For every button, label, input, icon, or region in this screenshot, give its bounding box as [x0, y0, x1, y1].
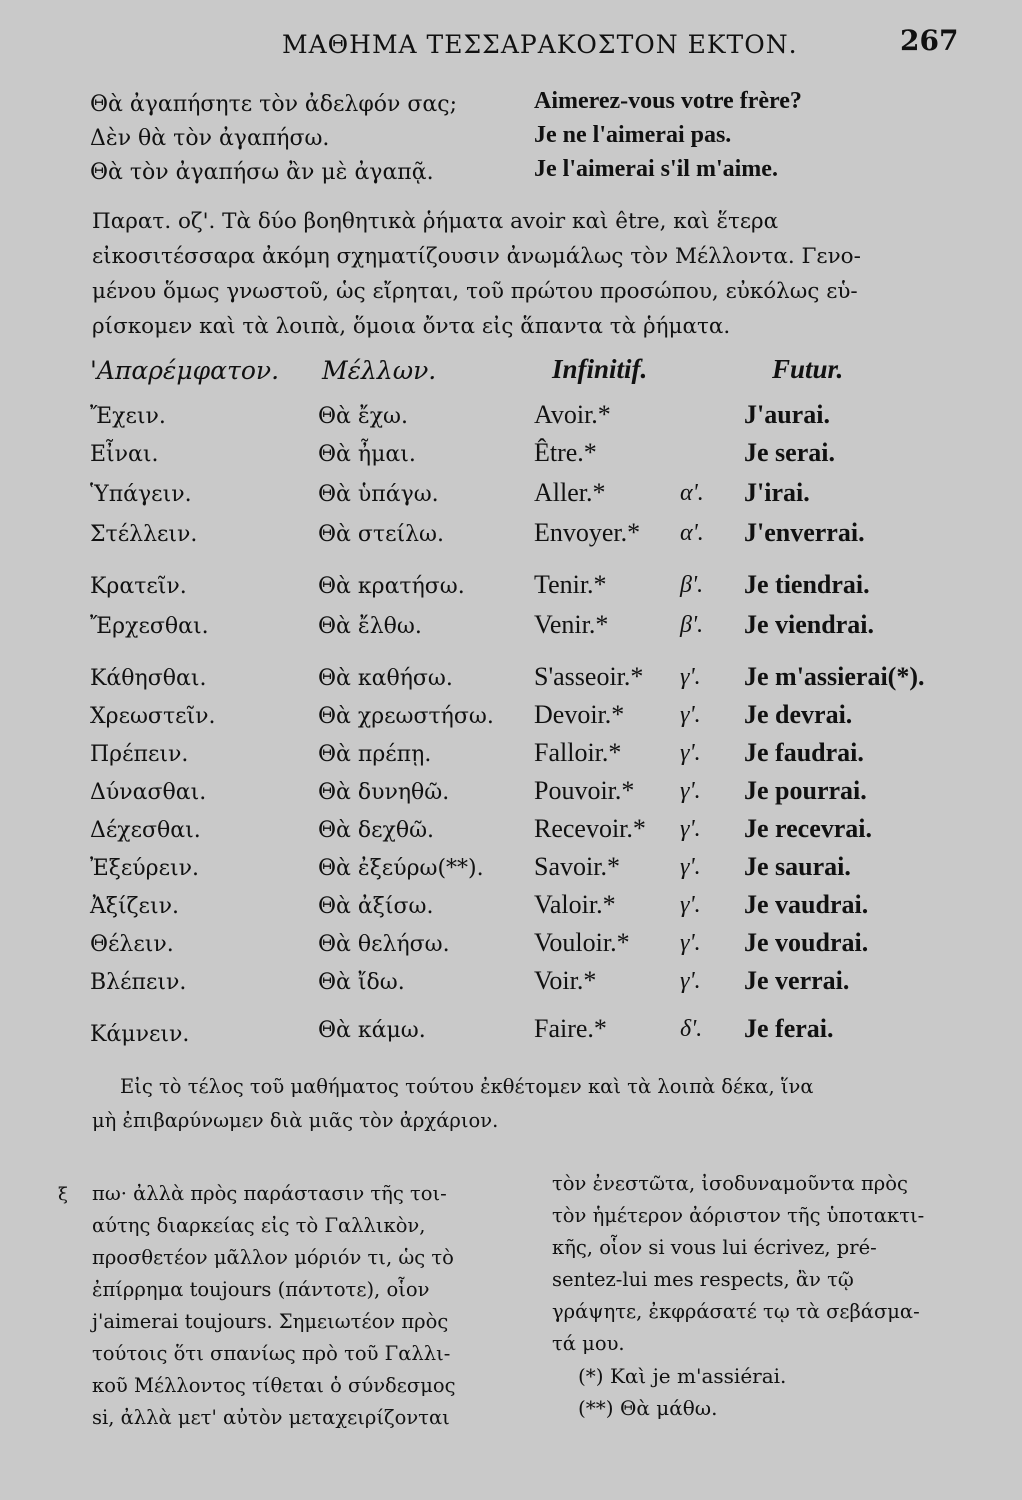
footnote-left-line-5: j'aimerai toujours. Σημειωτέον πρὸς [92, 1310, 449, 1333]
fr-inf-12: Valoir.* [534, 890, 616, 919]
fr-inf-15: Faire.* [534, 1014, 607, 1043]
fr-fut-9: Je pourrai. [744, 776, 867, 805]
footnote-left-line-1: πω· ἀλλὰ πρὸς παράστασιν τῆς τοι- [92, 1182, 447, 1205]
conj-class-6: γ'. [680, 664, 701, 690]
fr-fut-2: J'irai. [744, 478, 810, 507]
gr-inf-7: Χρεωστεῖν. [90, 704, 216, 729]
conj-class-8: γ'. [680, 740, 701, 766]
header-greek-infinitive: 'Απαρέμφατον. [90, 356, 280, 385]
page-number: 267 [900, 24, 959, 57]
gr-inf-14: Βλέπειν. [90, 970, 187, 995]
remark-line-3: μένου ὅμως γνωστοῦ, ὡς εἴρηται, τοῦ πρώτου προσώπου, εὐκόλως εὑ- [92, 279, 858, 304]
dialogue-greek-1: Θὰ ἀγαπήσητε τὸν ἀδελφόν σας; [90, 92, 457, 117]
fr-inf-9: Pouvoir.* [534, 776, 635, 805]
fr-fut-5: Je viendrai. [744, 610, 874, 639]
gr-inf-4: Κρατεῖν. [90, 574, 187, 599]
fr-inf-0: Avoir.* [534, 400, 611, 429]
gr-inf-5: Ἔρχεσθαι. [90, 614, 209, 639]
fr-inf-3: Envoyer.* [534, 518, 641, 547]
gr-fut-2: Θὰ ὑπάγω. [318, 482, 439, 507]
fr-inf-10: Recevoir.* [534, 814, 646, 843]
gr-inf-2: Ὑπάγειν. [90, 482, 192, 507]
fr-inf-11: Savoir.* [534, 852, 620, 881]
footnote-right-line-6: τά μου. [552, 1332, 625, 1355]
fr-fut-6: Je m'assierai(*). [744, 662, 925, 691]
gr-fut-11: Θὰ ἐξεύρω(**). [318, 856, 484, 881]
fr-fut-4: Je tiendrai. [744, 570, 870, 599]
gr-inf-8: Πρέπειν. [90, 742, 189, 767]
conj-class-14: γ'. [680, 968, 701, 994]
remark-line-1: Παρατ. οζ'. Τὰ δύο βοηθητικὰ ῥήματα avoir καὶ être, καὶ ἕτερα [92, 209, 779, 234]
conj-class-2: α'. [680, 480, 704, 506]
footnote-right-line-3: κῆς, οἷον si vous lui écrivez, pré- [552, 1236, 877, 1259]
dialogue-french-2: Je ne l'aimerai pas. [534, 122, 732, 148]
remark-line-2: εἰκοσιτέσσαρα ἀκόμη σχηματίζουσιν ἀνωμάλως τὸν Μέλλοντα. Γενο- [92, 244, 861, 269]
footnote-left-line-2: αύτης διαρκείας εἰς τὸ Γαλλικὸν, [92, 1214, 426, 1237]
footnote-right-line-5: γράψητε, ἐκφράσατέ τῳ τὰ σεβάσμα- [552, 1300, 920, 1323]
fr-fut-8: Je faudrai. [744, 738, 864, 767]
footnote-left-line-8: si, ἀλλὰ μετ' αὐτὸν μεταχειρίζονται [92, 1406, 450, 1429]
gr-fut-14: Θὰ ἴδω. [318, 970, 405, 995]
fr-fut-7: Je devrai. [744, 700, 853, 729]
header-futur: Futur. [772, 354, 844, 384]
gr-fut-0: Θὰ ἔχω. [318, 404, 408, 429]
fr-inf-7: Devoir.* [534, 700, 625, 729]
header-infinitif: Infinitif. [552, 354, 648, 384]
fr-fut-11: Je saurai. [744, 852, 851, 881]
gr-inf-3: Στέλλειν. [90, 522, 198, 547]
gr-inf-11: Ἐξεύρειν. [90, 856, 199, 881]
gr-inf-0: Ἔχειν. [90, 404, 166, 429]
footnote-right-line-1: τὸν ἐνεστῶτα, ἰσοδυναμοῦντα πρὸς [552, 1172, 908, 1195]
gr-fut-4: Θὰ κρατήσω. [318, 574, 465, 599]
gr-fut-1: Θὰ ἦμαι. [318, 442, 416, 467]
fr-inf-14: Voir.* [534, 966, 597, 995]
gr-inf-6: Κάθησθαι. [90, 666, 207, 691]
conj-class-12: γ'. [680, 892, 701, 918]
footnote-left-line-4: ἐπίρρημα toujours (πάντοτε), οἷον [92, 1278, 430, 1301]
gr-fut-6: Θὰ καθήσω. [318, 666, 453, 691]
gr-fut-15: Θὰ κάμω. [318, 1018, 426, 1043]
fr-inf-13: Vouloir.* [534, 928, 630, 957]
footnote-right-line-2: τὸν ἡμέτερον ἀόριστον τῆς ὑποτακτι- [552, 1204, 925, 1227]
gr-fut-5: Θὰ ἔλθω. [318, 614, 422, 639]
gr-inf-10: Δέχεσθαι. [90, 818, 201, 843]
footnote-right-line-4: sentez-lui mes respects, ἂν τῷ [552, 1268, 854, 1291]
fr-inf-4: Tenir.* [534, 570, 607, 599]
fr-fut-13: Je voudrai. [744, 928, 869, 957]
footnote-asterisk: (*) Καὶ je m'assiérai. [578, 1364, 787, 1388]
gr-inf-12: Ἀξίζειν. [90, 894, 179, 919]
conj-class-13: γ'. [680, 930, 701, 956]
remark-line-4: ρίσκομεν καὶ τὰ λοιπὰ, ὅμοια ὄντα εἰς ἅπαντα τὰ ῥήματα. [92, 314, 731, 339]
gr-fut-13: Θὰ θελήσω. [318, 932, 450, 957]
conj-class-10: γ'. [680, 816, 701, 842]
gr-fut-7: Θὰ χρεωστήσω. [318, 704, 494, 729]
gr-fut-9: Θὰ δυνηθῶ. [318, 780, 450, 805]
conj-class-3: α'. [680, 520, 704, 546]
fr-inf-6: S'asseoir.* [534, 662, 644, 691]
dialogue-french-1: Aimerez-vous votre frère? [534, 88, 802, 114]
fr-fut-10: Je recevrai. [744, 814, 872, 843]
conj-class-4: β'. [680, 572, 704, 598]
fr-fut-0: J'aurai. [744, 400, 830, 429]
footnote-left-line-6: τούτοις ὅτι σπανίως πρὸ τοῦ Γαλλι- [92, 1342, 451, 1365]
fr-fut-15: Je ferai. [744, 1014, 834, 1043]
footnote-left-line-3: προσθετέον μᾶλλον μόριόν τι, ὡς τὸ [92, 1246, 454, 1269]
footnote-left-line-7: κοῦ Μέλλοντος τίθεται ὁ σύνδεσμος [92, 1374, 456, 1397]
conj-class-5: β'. [680, 612, 704, 638]
fr-fut-14: Je verrai. [744, 966, 850, 995]
fr-inf-1: Être.* [534, 438, 597, 467]
fr-fut-1: Je serai. [744, 438, 835, 467]
gr-inf-13: Θέλειν. [90, 932, 174, 957]
gr-inf-9: Δύνασθαι. [90, 780, 207, 805]
gr-fut-12: Θὰ ἀξίσω. [318, 894, 434, 919]
footnote-double-asterisk: (**) Θὰ μάθω. [578, 1396, 718, 1420]
gr-fut-10: Θὰ δεχθῶ. [318, 818, 435, 843]
gr-fut-8: Θὰ πρέπῃ. [318, 742, 432, 767]
conj-class-7: γ'. [680, 702, 701, 728]
header-greek-future: Μέλλων. [322, 356, 437, 385]
conj-class-9: γ'. [680, 778, 701, 804]
fr-inf-8: Falloir.* [534, 738, 622, 767]
fr-fut-3: J'enverrai. [744, 518, 865, 547]
closing-note-line-1: Εἰς τὸ τέλος τοῦ μαθήματος τούτου ἐκθέτομεν καὶ τὰ λοιπὰ δέκα, ἵνα [120, 1075, 814, 1098]
closing-note-line-2: μὴ ἐπιβαρύνωμεν διὰ μιᾶς τὸν ἀρχάριον. [92, 1109, 499, 1132]
conj-class-11: γ'. [680, 854, 701, 880]
dialogue-greek-2: Δὲν θὰ τὸν ἀγαπήσω. [90, 126, 330, 151]
conj-class-15: δ'. [680, 1016, 703, 1042]
dialogue-greek-3: Θὰ τὸν ἀγαπήσω ἂν μὲ ἀγαπᾷ. [90, 160, 434, 185]
gr-inf-1: Εἶναι. [90, 442, 159, 467]
fr-inf-5: Venir.* [534, 610, 609, 639]
running-header: ΜΑΘΗΜΑ ΤΕΣΣΑΡΑΚΟΣΤΟΝ ΕΚΤΟΝ. [282, 30, 798, 59]
fr-fut-12: Je vaudrai. [744, 890, 869, 919]
margin-mark: ξ [58, 1184, 68, 1205]
gr-inf-15: Κάμνειν. [90, 1022, 190, 1047]
gr-fut-3: Θὰ στείλω. [318, 522, 444, 547]
fr-inf-2: Aller.* [534, 478, 606, 507]
dialogue-french-3: Je l'aimerai s'il m'aime. [534, 156, 778, 182]
